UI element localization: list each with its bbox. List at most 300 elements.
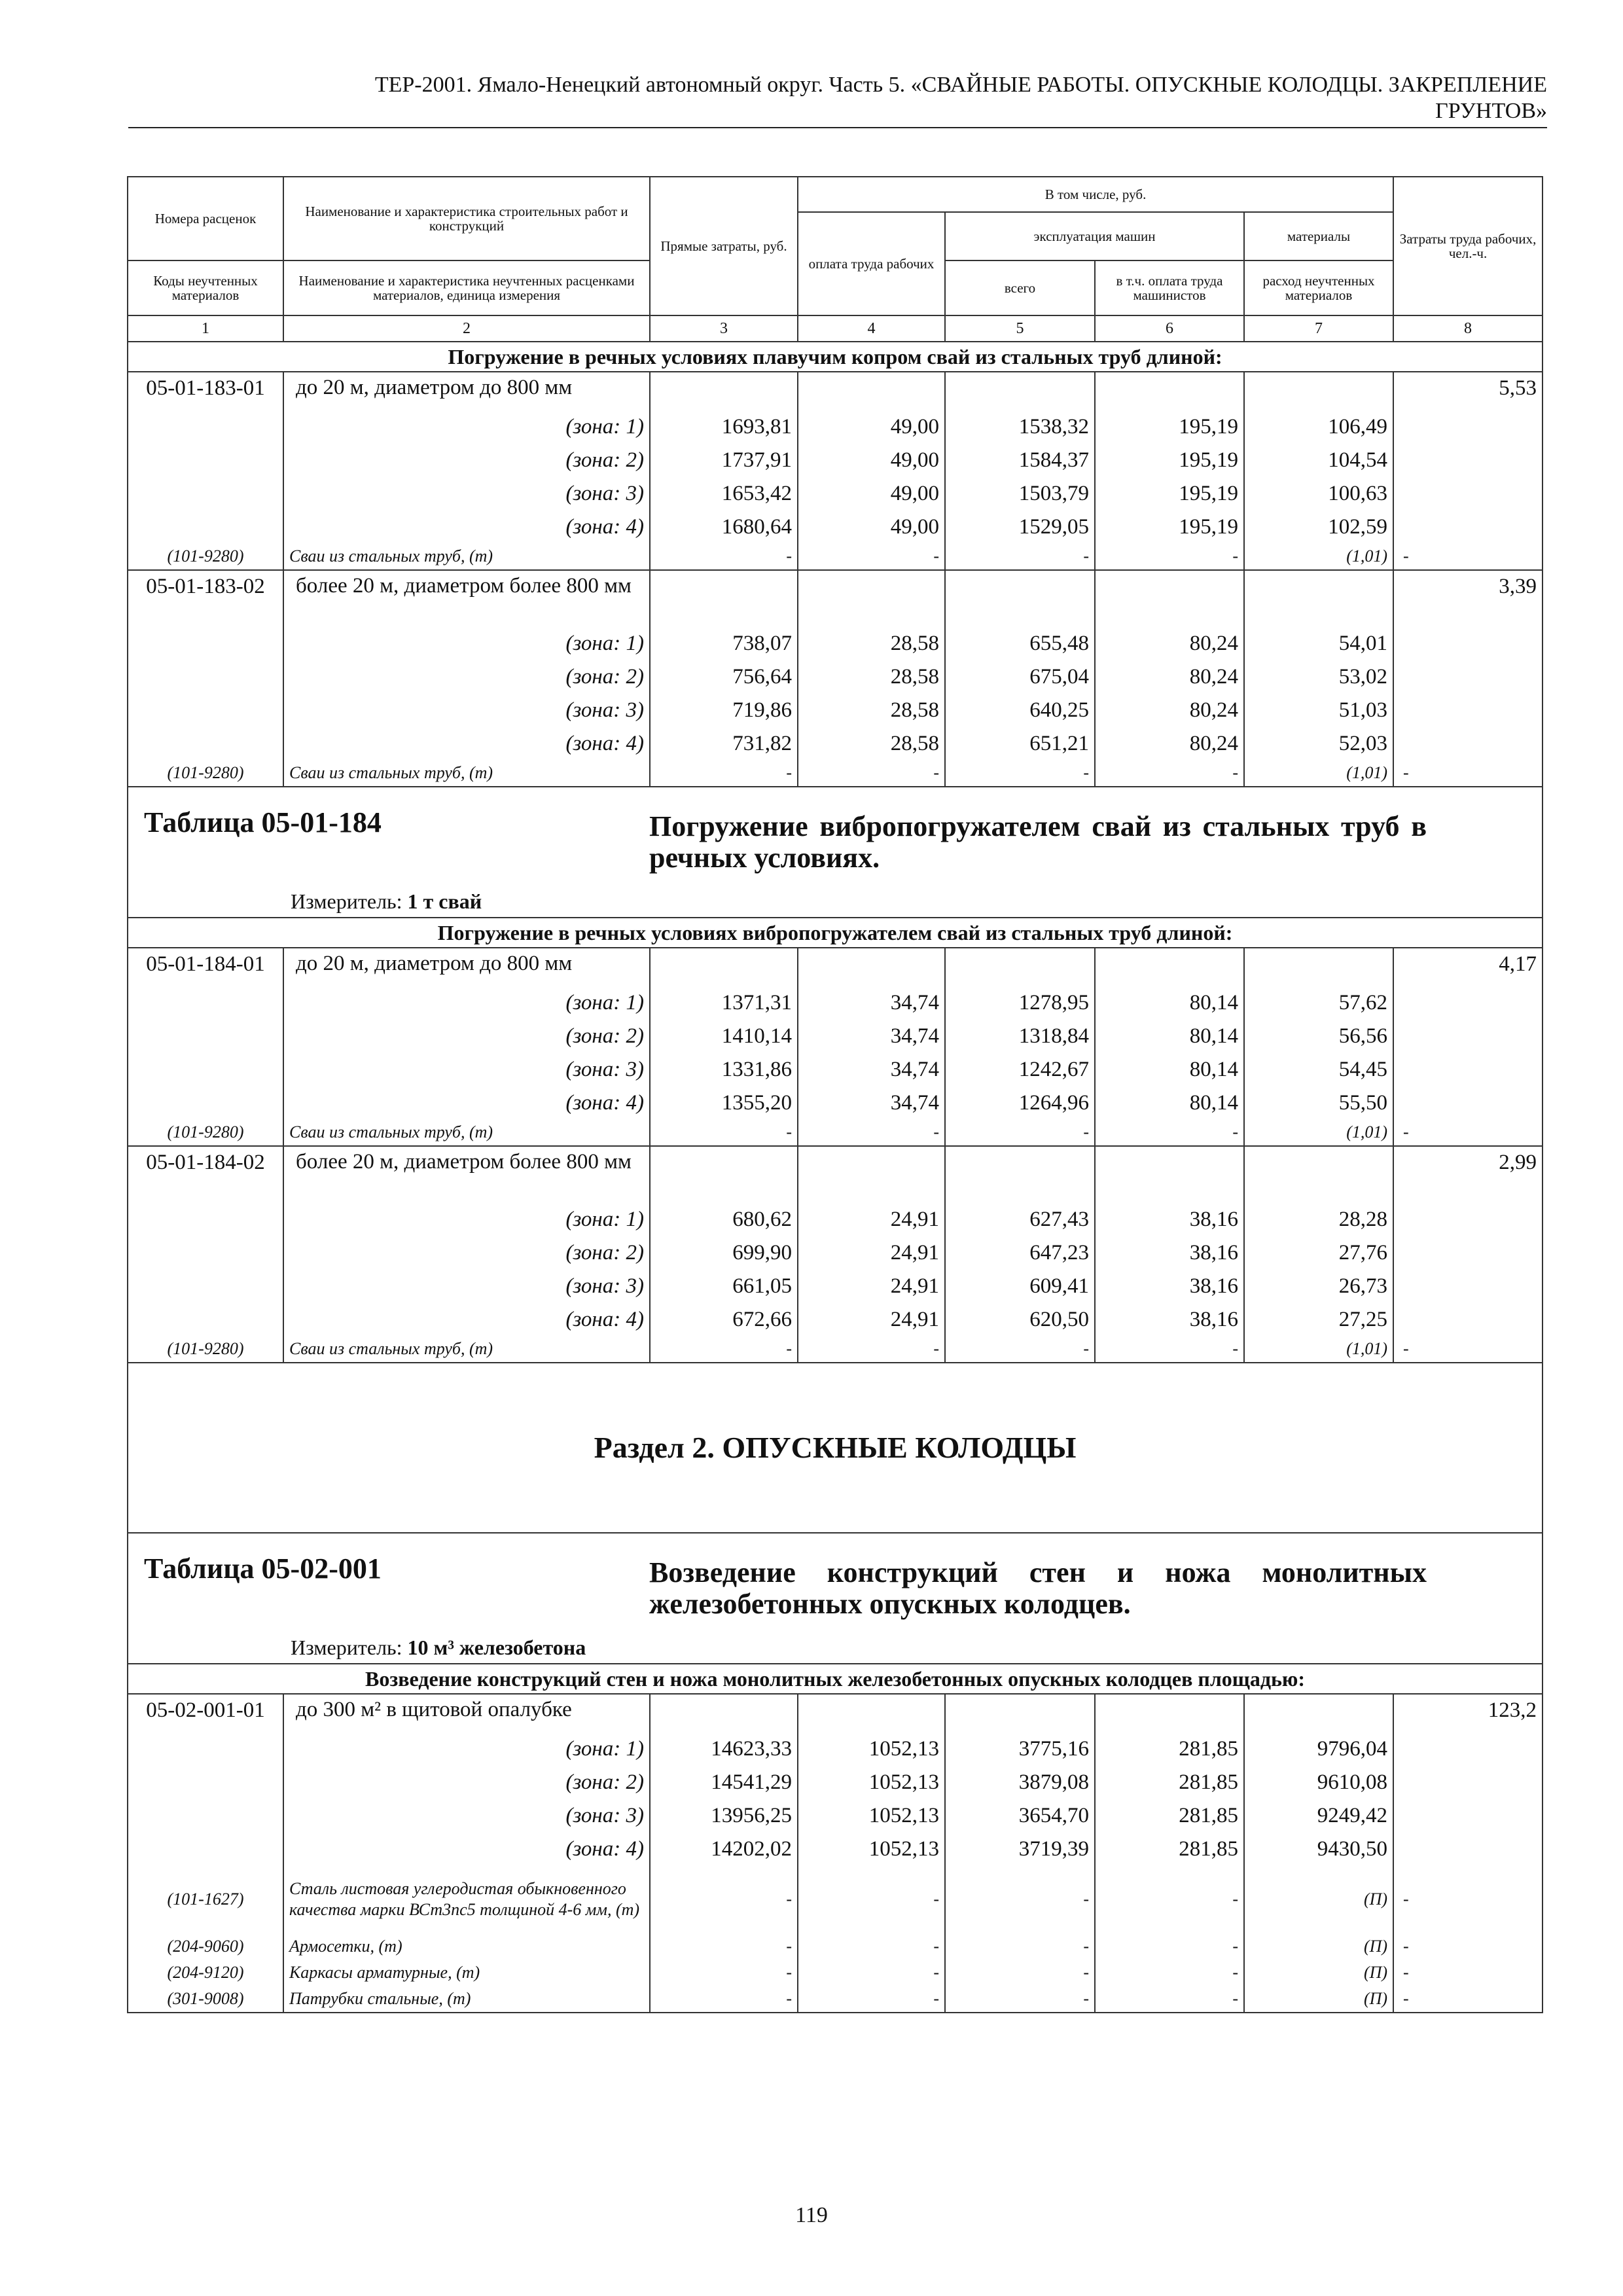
dash-value: - [798, 1336, 945, 1363]
dash-value: - [1393, 1865, 1543, 1933]
rate-code: 05-01-183-01 [128, 372, 283, 410]
measure-label: Измеритель: [291, 1636, 402, 1659]
material-code: (101-9280) [128, 760, 283, 787]
measure-unit [291, 889, 482, 913]
material-name: Каркасы арматурные, (т) [283, 1960, 650, 1986]
material-usage: (1,01) [1244, 1119, 1393, 1146]
group-title-row-183 [128, 342, 1543, 372]
operator-pay-value: 38,16 [1095, 1269, 1244, 1302]
machines-total-value: 3775,16 [945, 1732, 1095, 1765]
zone-row [128, 693, 1543, 726]
empty-cell [1393, 626, 1543, 660]
operator-pay-value: 281,85 [1095, 1765, 1244, 1799]
direct-costs-value: 731,82 [650, 726, 798, 760]
rate-name: до 20 м, диаметром до 800 мм [283, 372, 650, 410]
col-head-worker-pay: оплата труда рабочих [798, 212, 945, 315]
empty-cell [945, 372, 1095, 410]
table-label: Таблица 05-01-184 [144, 806, 382, 838]
operator-pay-value: 195,19 [1095, 443, 1244, 476]
zone-row [128, 1832, 1543, 1865]
worker-pay-value: 28,58 [798, 693, 945, 726]
dash-value: - [650, 1986, 798, 2013]
dash-value: - [1393, 1960, 1543, 1986]
empty-cell [128, 443, 283, 476]
empty-cell [128, 1019, 283, 1052]
col-head-direct-costs: Прямые затраты, руб. [650, 177, 798, 315]
dash-value: - [1393, 1119, 1543, 1146]
measure-label: Измеритель: [291, 889, 402, 913]
price-table-body [128, 177, 1543, 2013]
column-numbers-row [128, 315, 1543, 342]
zone-label: (зона: 1) [283, 626, 650, 660]
dash-value: - [798, 760, 945, 787]
dash-value: - [798, 543, 945, 570]
direct-costs-value: 13956,25 [650, 1799, 798, 1832]
operator-pay-value: 80,14 [1095, 1019, 1244, 1052]
machines-total-value: 1529,05 [945, 510, 1095, 543]
dash-value: - [650, 543, 798, 570]
zone-label: (зона: 1) [283, 410, 650, 443]
zone-row [128, 1052, 1543, 1086]
col-head-work-name: Наименование и характеристика строительных работ и конструкций [283, 177, 650, 260]
materials-cost-value: 26,73 [1244, 1269, 1393, 1302]
empty-cell [798, 948, 945, 986]
rate-row [128, 1146, 1543, 1202]
dash-value: - [650, 1960, 798, 1986]
labor-cost: 2,99 [1393, 1146, 1543, 1202]
direct-costs-value: 1680,64 [650, 510, 798, 543]
labor-cost: 5,53 [1393, 372, 1543, 410]
table-header-row-1 [128, 177, 1543, 212]
materials-cost-value: 55,50 [1244, 1086, 1393, 1119]
rate-name: до 20 м, диаметром до 800 мм [283, 948, 650, 986]
empty-cell [1393, 1019, 1543, 1052]
rate-row [128, 570, 1543, 626]
rate-name: более 20 м, диаметром более 800 мм [283, 570, 650, 626]
empty-cell [128, 1052, 283, 1086]
machines-total-value: 1584,37 [945, 443, 1095, 476]
group-title: Погружение в речных условиях плавучим копром свай из стальных труб длиной: [128, 342, 1543, 372]
dash-value: - [1095, 1336, 1244, 1363]
material-code: (204-9060) [128, 1933, 283, 1960]
empty-cell [1393, 1799, 1543, 1832]
materials-cost-value: 9430,50 [1244, 1832, 1393, 1865]
empty-cell [1393, 1236, 1543, 1269]
worker-pay-value: 28,58 [798, 726, 945, 760]
operator-pay-value: 80,24 [1095, 626, 1244, 660]
material-code: (101-1627) [128, 1865, 283, 1933]
zone-label: (зона: 3) [283, 1269, 650, 1302]
operator-pay-value: 195,19 [1095, 410, 1244, 443]
col-head-operator-pay: в т.ч. оплата труда машинистов [1095, 260, 1244, 315]
material-row [128, 760, 1543, 787]
empty-cell [650, 570, 798, 626]
worker-pay-value: 24,91 [798, 1302, 945, 1336]
empty-cell [1244, 372, 1393, 410]
group-title-row-184 [128, 918, 1543, 948]
empty-cell [1095, 570, 1244, 626]
table-title-box [128, 787, 1542, 917]
zone-label: (зона: 1) [283, 1732, 650, 1765]
machines-total-value: 647,23 [945, 1236, 1095, 1269]
zone-label: (зона: 4) [283, 1086, 650, 1119]
material-usage: (1,01) [1244, 543, 1393, 570]
empty-cell [1244, 1694, 1393, 1732]
col-head-materials: материалы [1244, 212, 1393, 260]
dash-value: - [945, 1119, 1095, 1146]
empty-cell [128, 1799, 283, 1832]
zone-label: (зона: 1) [283, 986, 650, 1019]
empty-cell [798, 1694, 945, 1732]
dash-value: - [650, 1933, 798, 1960]
zone-row [128, 626, 1543, 660]
rate-code: 05-02-001-01 [128, 1694, 283, 1732]
empty-cell [1095, 372, 1244, 410]
page-number: 119 [795, 2203, 828, 2227]
table-title: Возведение конструкций стен и ножа монолитных железобетонных опускных колодцев. [649, 1556, 1427, 1620]
empty-cell [1393, 1832, 1543, 1865]
material-code: (101-9280) [128, 543, 283, 570]
operator-pay-value: 38,16 [1095, 1302, 1244, 1336]
worker-pay-value: 1052,13 [798, 1732, 945, 1765]
rate-code: 05-01-184-02 [128, 1146, 283, 1202]
operator-pay-value: 38,16 [1095, 1236, 1244, 1269]
material-row [128, 1960, 1543, 1986]
header-rule [128, 127, 1547, 128]
section-title-row [128, 1363, 1543, 1533]
col-head-material-names: Наименование и характеристика неучтенных расценками материалов, единица измерения [283, 260, 650, 315]
zone-label: (зона: 2) [283, 660, 650, 693]
direct-costs-value: 1410,14 [650, 1019, 798, 1052]
machines-total-value: 640,25 [945, 693, 1095, 726]
column-number: 7 [1244, 315, 1393, 342]
operator-pay-value: 80,24 [1095, 726, 1244, 760]
empty-cell [128, 726, 283, 760]
machines-total-value: 651,21 [945, 726, 1095, 760]
operator-pay-value: 80,14 [1095, 1052, 1244, 1086]
empty-cell [798, 372, 945, 410]
empty-cell [1393, 1732, 1543, 1765]
zone-label: (зона: 4) [283, 1832, 650, 1865]
zone-row [128, 476, 1543, 510]
material-name: Сталь листовая углеродистая обыкновенного качества марки ВСт3пс5 толщиной 4-6 мм, (т) [283, 1865, 650, 1933]
zone-label: (зона: 4) [283, 510, 650, 543]
materials-cost-value: 102,59 [1244, 510, 1393, 543]
direct-costs-value: 1355,20 [650, 1086, 798, 1119]
materials-cost-value: 54,45 [1244, 1052, 1393, 1086]
dash-value: - [798, 1119, 945, 1146]
col-head-material-usage: расход неучтенных материалов [1244, 260, 1393, 315]
empty-cell [1393, 1202, 1543, 1236]
direct-costs-value: 14202,02 [650, 1832, 798, 1865]
material-row [128, 1119, 1543, 1146]
dash-value: - [798, 1933, 945, 1960]
running-header-line-2: ГРУНТОВ» [1435, 99, 1547, 123]
empty-cell [798, 570, 945, 626]
empty-cell [1393, 986, 1543, 1019]
machines-total-value: 1242,67 [945, 1052, 1095, 1086]
machines-total-value: 620,50 [945, 1302, 1095, 1336]
worker-pay-value: 28,58 [798, 626, 945, 660]
material-name: Сваи из стальных труб, (т) [283, 543, 650, 570]
empty-cell [1393, 1269, 1543, 1302]
materials-cost-value: 27,25 [1244, 1302, 1393, 1336]
running-header-line-1: ТЕР-2001. Ямало-Ненецкий автономный округ. Часть 5. «СВАЙНЫЕ РАБОТЫ. ОПУСКНЫЕ КОЛОДЦЫ. ЗАКРЕПЛЕНИЕ [374, 73, 1547, 97]
operator-pay-value: 38,16 [1095, 1202, 1244, 1236]
price-table [127, 176, 1543, 2013]
column-number: 2 [283, 315, 650, 342]
empty-cell [1244, 570, 1393, 626]
rate-row [128, 372, 1543, 410]
rate-name: более 20 м, диаметром более 800 мм [283, 1146, 650, 1202]
zone-label: (зона: 4) [283, 1302, 650, 1336]
empty-cell [1393, 1052, 1543, 1086]
operator-pay-value: 195,19 [1095, 510, 1244, 543]
dash-value: - [1393, 1986, 1543, 2013]
dash-value: - [1095, 760, 1244, 787]
zone-label: (зона: 3) [283, 693, 650, 726]
column-number: 8 [1393, 315, 1543, 342]
empty-cell [650, 372, 798, 410]
zone-row [128, 726, 1543, 760]
zone-label: (зона: 2) [283, 1019, 650, 1052]
measure-value: 1 т свай [407, 889, 482, 913]
direct-costs-value: 1371,31 [650, 986, 798, 1019]
empty-cell [128, 1302, 283, 1336]
machines-total-value: 627,43 [945, 1202, 1095, 1236]
materials-cost-value: 28,28 [1244, 1202, 1393, 1236]
zone-row [128, 660, 1543, 693]
group-title: Возведение конструкций стен и ножа монолитных железобетонных опускных колодцев площадью: [128, 1664, 1543, 1694]
material-code: (101-9280) [128, 1119, 283, 1146]
material-usage: (П) [1244, 1986, 1393, 2013]
material-row [128, 1865, 1543, 1933]
table-title-row-184 [128, 787, 1543, 918]
worker-pay-value: 24,91 [798, 1269, 945, 1302]
direct-costs-value: 1693,81 [650, 410, 798, 443]
zone-row [128, 1236, 1543, 1269]
zone-row [128, 1799, 1543, 1832]
worker-pay-value: 24,91 [798, 1202, 945, 1236]
material-usage: (П) [1244, 1933, 1393, 1960]
material-name: Патрубки стальные, (т) [283, 1986, 650, 2013]
zone-row [128, 986, 1543, 1019]
direct-costs-value: 14541,29 [650, 1765, 798, 1799]
table-title-block [128, 787, 1543, 918]
dash-value: - [1095, 543, 1244, 570]
zone-row [128, 1765, 1543, 1799]
worker-pay-value: 49,00 [798, 410, 945, 443]
machines-total-value: 675,04 [945, 660, 1095, 693]
labor-cost: 3,39 [1393, 570, 1543, 626]
dash-value: - [1095, 1986, 1244, 2013]
direct-costs-value: 738,07 [650, 626, 798, 660]
materials-cost-value: 57,62 [1244, 986, 1393, 1019]
labor-cost: 123,2 [1393, 1694, 1543, 1732]
zone-row [128, 1302, 1543, 1336]
empty-cell [128, 1236, 283, 1269]
zone-row [128, 510, 1543, 543]
group-title: Погружение в речных условиях вибропогружателем свай из стальных труб длиной: [128, 918, 1543, 948]
zone-label: (зона: 2) [283, 1765, 650, 1799]
material-row [128, 543, 1543, 570]
group-title-row-02-001 [128, 1664, 1543, 1694]
material-usage: (1,01) [1244, 1336, 1393, 1363]
zone-row [128, 410, 1543, 443]
machines-total-value: 3719,39 [945, 1832, 1095, 1865]
empty-cell [945, 1146, 1095, 1202]
col-head-labor: Затраты труда рабочих, чел.-ч. [1393, 177, 1543, 315]
empty-cell [798, 1146, 945, 1202]
material-row [128, 1336, 1543, 1363]
empty-cell [128, 476, 283, 510]
direct-costs-value: 1653,42 [650, 476, 798, 510]
worker-pay-value: 49,00 [798, 443, 945, 476]
empty-cell [1244, 948, 1393, 986]
dash-value: - [945, 1986, 1095, 2013]
dash-value: - [1393, 1933, 1543, 1960]
measure-unit [291, 1636, 586, 1659]
empty-cell [1393, 443, 1543, 476]
col-head-in-total: В том числе, руб. [798, 177, 1393, 212]
running-header [128, 72, 1547, 124]
material-name: Сваи из стальных труб, (т) [283, 1336, 650, 1363]
materials-cost-value: 53,02 [1244, 660, 1393, 693]
empty-cell [945, 1694, 1095, 1732]
dash-value: - [945, 760, 1095, 787]
materials-cost-value: 51,03 [1244, 693, 1393, 726]
dash-value: - [650, 1119, 798, 1146]
dash-value: - [945, 1336, 1095, 1363]
direct-costs-value: 699,90 [650, 1236, 798, 1269]
empty-cell [1244, 1146, 1393, 1202]
material-row [128, 1986, 1543, 2013]
material-row [128, 1933, 1543, 1960]
zone-row [128, 1732, 1543, 1765]
material-usage: (П) [1244, 1960, 1393, 1986]
materials-cost-value: 9796,04 [1244, 1732, 1393, 1765]
materials-cost-value: 54,01 [1244, 626, 1393, 660]
zone-label: (зона: 3) [283, 1052, 650, 1086]
materials-cost-value: 100,63 [1244, 476, 1393, 510]
dash-value: - [945, 1933, 1095, 1960]
dash-value: - [650, 1336, 798, 1363]
material-usage: (П) [1244, 1865, 1393, 1933]
zone-label: (зона: 4) [283, 726, 650, 760]
col-head-rate-number: Номера расценок [128, 177, 283, 260]
materials-cost-value: 104,54 [1244, 443, 1393, 476]
price-table-wrapper [127, 176, 1542, 2013]
dash-value: - [798, 1986, 945, 2013]
empty-cell [1393, 476, 1543, 510]
operator-pay-value: 281,85 [1095, 1732, 1244, 1765]
empty-cell [650, 1694, 798, 1732]
direct-costs-value: 14623,33 [650, 1732, 798, 1765]
table-title-row-02-001 [128, 1533, 1543, 1664]
empty-cell [1393, 1086, 1543, 1119]
zone-row [128, 1019, 1543, 1052]
rate-code: 05-01-183-02 [128, 570, 283, 626]
column-number: 1 [128, 315, 283, 342]
column-number: 6 [1095, 315, 1244, 342]
empty-cell [1393, 1302, 1543, 1336]
operator-pay-value: 80,24 [1095, 693, 1244, 726]
rate-row [128, 948, 1543, 986]
column-number: 5 [945, 315, 1095, 342]
rate-code: 05-01-184-01 [128, 948, 283, 986]
machines-total-value: 1318,84 [945, 1019, 1095, 1052]
dash-value: - [650, 1865, 798, 1933]
dash-value: - [945, 543, 1095, 570]
empty-cell [128, 1832, 283, 1865]
material-usage: (1,01) [1244, 760, 1393, 787]
machines-total-value: 1278,95 [945, 986, 1095, 1019]
empty-cell [1393, 693, 1543, 726]
table-title-block [128, 1533, 1543, 1664]
dash-value: - [798, 1960, 945, 1986]
direct-costs-value: 661,05 [650, 1269, 798, 1302]
direct-costs-value: 1331,86 [650, 1052, 798, 1086]
material-name: Сваи из стальных труб, (т) [283, 1119, 650, 1146]
machines-total-value: 3654,70 [945, 1799, 1095, 1832]
column-number: 3 [650, 315, 798, 342]
table-title: Погружение вибропогружателем свай из стальных труб в речных условиях. [649, 810, 1427, 874]
worker-pay-value: 49,00 [798, 476, 945, 510]
operator-pay-value: 281,85 [1095, 1832, 1244, 1865]
direct-costs-value: 756,64 [650, 660, 798, 693]
machines-total-value: 1264,96 [945, 1086, 1095, 1119]
zone-label: (зона: 3) [283, 476, 650, 510]
dash-value: - [650, 760, 798, 787]
materials-cost-value: 106,49 [1244, 410, 1393, 443]
measure-value: 10 м³ железобетона [407, 1636, 586, 1659]
worker-pay-value: 34,74 [798, 1019, 945, 1052]
col-head-machines: эксплуатация машин [945, 212, 1244, 260]
empty-cell [1393, 410, 1543, 443]
empty-cell [945, 570, 1095, 626]
dash-value: - [798, 1865, 945, 1933]
materials-cost-value: 52,03 [1244, 726, 1393, 760]
empty-cell [1393, 510, 1543, 543]
worker-pay-value: 1052,13 [798, 1799, 945, 1832]
worker-pay-value: 1052,13 [798, 1765, 945, 1799]
direct-costs-value: 1737,91 [650, 443, 798, 476]
table-title-box [128, 1534, 1542, 1663]
operator-pay-value: 80,24 [1095, 660, 1244, 693]
materials-cost-value: 9249,42 [1244, 1799, 1393, 1832]
direct-costs-value: 680,62 [650, 1202, 798, 1236]
worker-pay-value: 24,91 [798, 1236, 945, 1269]
dash-value: - [1393, 760, 1543, 787]
direct-costs-value: 719,86 [650, 693, 798, 726]
worker-pay-value: 1052,13 [798, 1832, 945, 1865]
materials-cost-value: 56,56 [1244, 1019, 1393, 1052]
empty-cell [128, 410, 283, 443]
operator-pay-value: 80,14 [1095, 986, 1244, 1019]
zone-label: (зона: 1) [283, 1202, 650, 1236]
zone-label: (зона: 3) [283, 1799, 650, 1832]
empty-cell [128, 1269, 283, 1302]
worker-pay-value: 34,74 [798, 1086, 945, 1119]
col-head-machines-total: всего [945, 260, 1095, 315]
empty-cell [1095, 1694, 1244, 1732]
machines-total-value: 655,48 [945, 626, 1095, 660]
dash-value: - [1095, 1960, 1244, 1986]
empty-cell [128, 986, 283, 1019]
direct-costs-value: 672,66 [650, 1302, 798, 1336]
material-name: Армосетки, (т) [283, 1933, 650, 1960]
empty-cell [128, 1765, 283, 1799]
